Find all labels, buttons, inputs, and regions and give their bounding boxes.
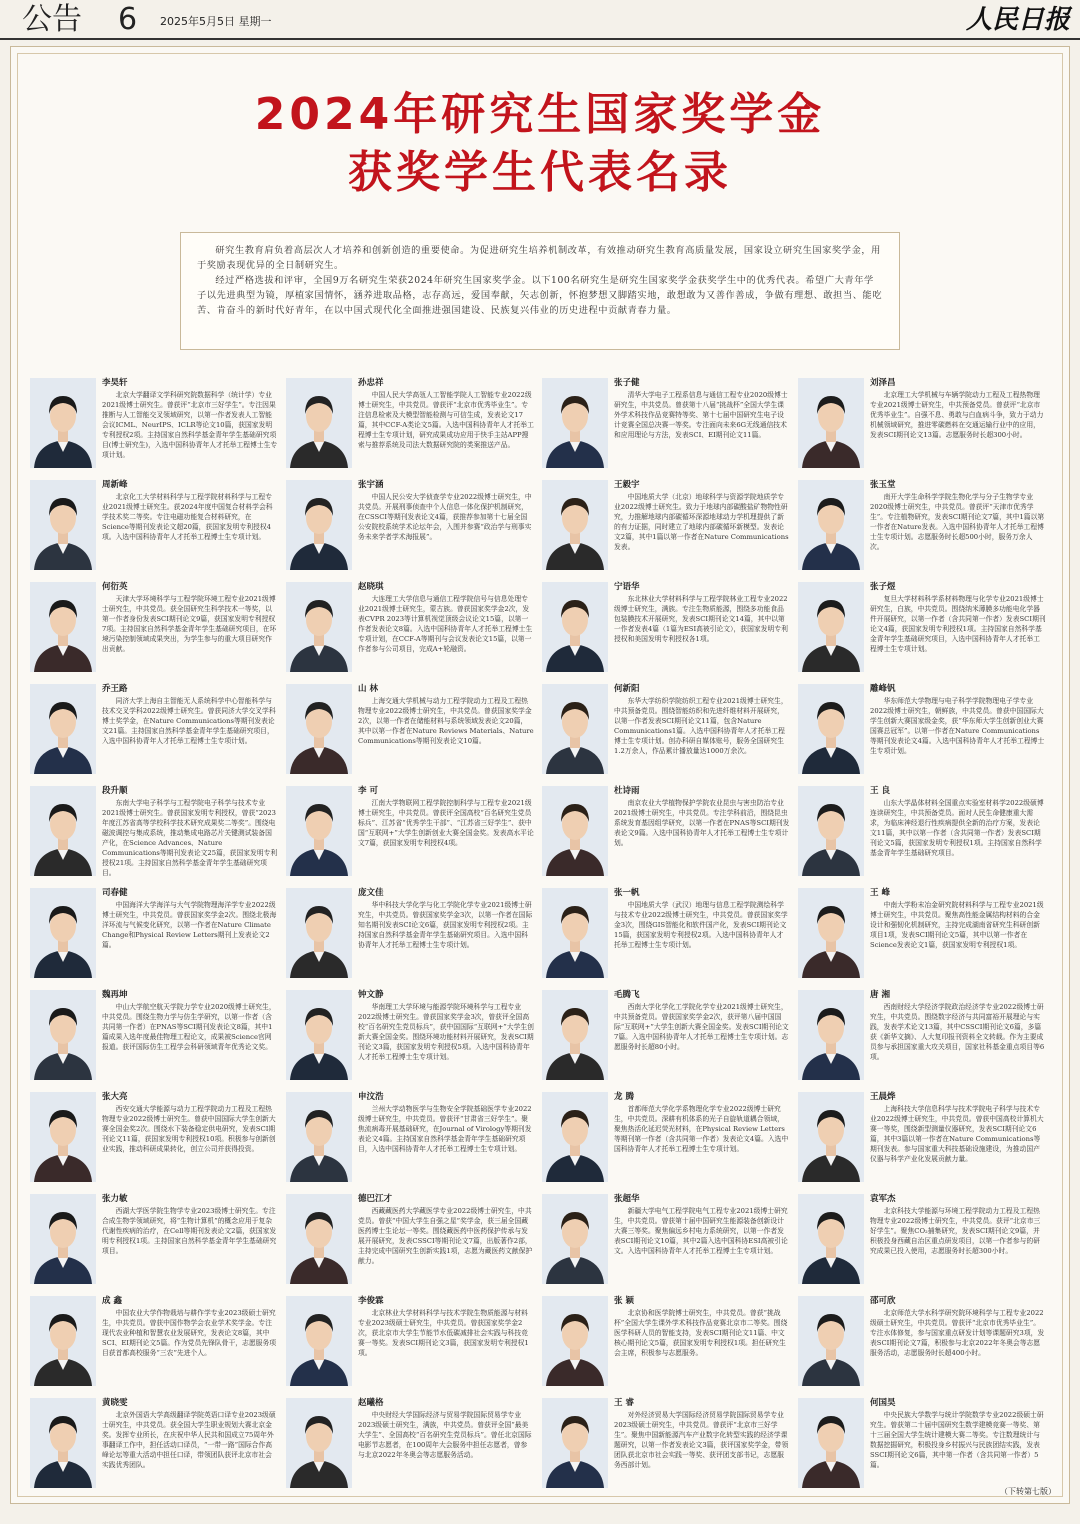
profile-card <box>796 778 1052 880</box>
portrait-photo <box>798 378 864 468</box>
continued-note: （下转第七版） <box>1000 1487 1056 1496</box>
student-bio: 中国地质大学（北京）地球科学与资源学院地质学专业2022级博士研究生。致力于地球内部碳酸盐矿物物性研究，力推解地球内部碳循环深源地球动力学机理提供了新的有力证据，同时建立了地球内部碳循环新模型。发表论文2篇，其中1篇以第一作者在Nature Communications发表。 <box>614 493 789 551</box>
student-bio: 华南理工大学环境与能源学院环境科学与工程专业2022级博士研究生。曾获国家奖学金3次，曾获评全国高校“百名研究生党员标兵”，获中国国际“互联网+”大学生创新大赛全国金奖。围绕环境功能材料开展研究，发表SCI期刊论文3篇，获国家发明专利授权5项。入选中国科协青年人才托举工程博士生专项计划。 <box>358 1003 534 1061</box>
portrait-photo <box>542 888 608 978</box>
student-bio: 中山大学航空航天学院力学专业2020级博士研究生，中共党员。围绕生物力学与仿生学研究，以第一作者（含共同第一作者）在PNAS等SCI期刊发表论文8篇，其中1篇成果入选年度最佳物理工程论文，成果被Science官网报道。获评国际仿生工程学会科研领域青年优秀论文奖。 <box>102 1003 276 1051</box>
intro-paragraph-2: 经过严格选拔和评审，全国9万名研究生荣获2024年研究生国家奖学金。以下100名研究生是研究生国家奖学金获奖学生中的优秀代表。希望广大青年学子以先进典型为镜，厚植家国情怀，涵养进取品格，志存高远，爱国奉献，矢志创新，怀抱梦想又脚踏实地，敢想敢为又善作善成，争做有理想、敢担当、能吃苦、肯奋斗的新时代好青年，在以中国式现代化全面推进强国建设、民族复兴伟业的历史进程中贡献青春力量。 <box>197 275 883 316</box>
student-bio: 对外经济贸易大学国际经济贸易学院国际贸易学专业2023级硕士研究生，中共党员。曾获评“北京市三好学生”。聚焦中国新能源汽车产业数字化转型实践的经济学课题研究，以第一作者发表论文3篇，获评国家奖学金，带领团队获北京市社会实践一等奖、获评团支部书记，志愿服务西部计划。 <box>614 1411 789 1469</box>
profile-grid <box>28 370 1052 1494</box>
profile-card <box>284 574 540 676</box>
profile-card <box>28 676 284 778</box>
profile-card <box>540 370 796 472</box>
portrait-photo <box>798 1092 864 1182</box>
student-name: 张力敏 <box>102 1194 128 1204</box>
portrait-photo <box>542 1194 608 1284</box>
profile-card <box>540 982 796 1084</box>
portrait-photo <box>30 582 96 672</box>
portrait-photo <box>798 786 864 876</box>
student-bio: 东北林业大学材料科学与工程学院林业工程专业2022级博士研究生，满族。专注生物质能源，围绕多功能食品包装膜技术开展研究，发表SCI期刊论文14篇，其中以第一作者发表4篇（1篇为ESI高被引论文），获国家发明专利授权和美国发明专利授权各1项。 <box>614 595 788 643</box>
student-name: 赵晓琪 <box>358 582 384 592</box>
student-bio: 中国人民公安大学侦查学专业2022级博士研究生，中共党员。开展刑事侦查中个人信息一体化保护机制研究，在CSSCI等期刊发表论文4篇，获推荐参加第十七届全国公安院校系统学术论坛年会，入围并参赛“政治学与刑事实务未来学者学术海报展”。 <box>358 493 532 541</box>
profile-card <box>540 472 796 574</box>
student-bio: 东南大学电子科学与工程学院电子科学与技术专业2021级博士研究生。曾获国家发明专利授权，曾获“2023年度江苏省高等学校科学技术研究成果奖二等奖”。围绕电磁波调控与集成系统，推动集成电路芯片关键测试装备国产化，在Science Advances、Nature Communications等期刊发表论文25篇，获国家发明专利授权21项。主持国家自然科学基金青年学生基础研究项目。 <box>102 799 278 877</box>
portrait-photo <box>30 378 96 468</box>
portrait-photo <box>542 684 608 774</box>
profile-card <box>28 880 284 982</box>
profile-card <box>540 1186 796 1288</box>
portrait-photo <box>30 990 96 1080</box>
profile-card <box>796 370 1052 472</box>
student-name: 李昊轩 <box>102 378 128 388</box>
student-bio: 上海交通大学机械与动力工程学院动力工程及工程热物理专业2022级博士研究生，中共党员。曾获国家奖学金2次，以第一作者在储能材料与系统领域发表论文20篇，其中以第一作者在Nature Reviews Materials、Nature Communications等期刊发表论文10篇。 <box>358 697 534 745</box>
student-name: 王 良 <box>870 786 890 796</box>
student-name: 张玉堂 <box>870 480 896 490</box>
student-name: 赵曦格 <box>358 1398 384 1408</box>
student-bio: 东华大学纺织学院纺织工程专业2021级博士研究生，中共预备党员。围绕智能纺织和先进纤维材料开展研究，以第一作者发表SCI期刊论文11篇，包含Nature Communications1篇。入选中国科协青年人才托举工程博士生专项计划。创办科研自媒体账号，服务全国研究生1.2万余人，作品累计播放量达1000万余次。 <box>614 697 788 755</box>
student-bio: 上海科技大学信息科学与技术学院电子科学与技术专业2022级博士研究生，中共党员。曾获中国高校计算机大赛一等奖，围绕新型测量仪器研究，发表SCI期刊论文6篇，其中3篇以第一作者在Nature Communications等期刊发表。参与国家重大科技基础设施建设，为推动国产仪器与科学产业化发展贡献力量。 <box>870 1105 1044 1163</box>
student-bio: 大连理工大学信息与通信工程学院信号与信息处理专业2021级博士研究生，蒙古族。曾获国家奖学金2次，发表CVPR 2023等计算机视觉顶级会议论文15篇，以第一作者发表论文8篇。入选中国科协青年人才托举工程博士生专项计划，在CCF-A等期刊与会议发表论文15篇，以第一作者参与公司项目，完成A+轮融资。 <box>358 595 533 653</box>
student-name: 魏再坤 <box>102 990 128 1000</box>
student-name: 毛腾飞 <box>614 990 640 1000</box>
portrait-photo <box>286 684 352 774</box>
student-name: 龙 腾 <box>614 1092 634 1102</box>
newspaper-logo: 人民日报 <box>965 5 1070 35</box>
portrait-photo <box>542 786 608 876</box>
portrait-photo <box>798 990 864 1080</box>
section-label: 公告 <box>22 2 82 37</box>
student-name: 张一帆 <box>614 888 640 898</box>
profile-card <box>796 982 1052 1084</box>
student-bio: 北京化工大学材料科学与工程学院材料科学与工程专业2021级博士研究生。获2024年度中国复合材料学会科学技术奖二等奖。专注电磁功能复合材料研究，在Science等期刊发表论文超20篇，获国家发明专利授权4项。入选中国科协青年人才托举工程博士生专项计划。 <box>102 493 273 541</box>
student-bio: 华中科技大学化学与化工学院化学专业2021级博士研究生，中共党员。曾获国家奖学金3次，以第一作者在国际知名期刊发表SCI论文6篇，获国家发明专利授权2项。主持国家自然科学基金青年学生基础研究项目。入选中国科协青年人才托举工程博士生专项计划。 <box>358 901 533 949</box>
profile-card <box>284 880 540 982</box>
student-bio: 西藏藏医药大学藏医学专业2022级博士研究生，中共党员。曾获“中国大学生自强之星”奖学金，获三届全国藏医药博士生论坛一等奖。围绕藏医药中医药保护传承与发展开展研究，发表CSSCI等期刊论文7篇，出版著作2部，主持完成中国研究生创新实践1项，志愿为藏医药文献保护献力。 <box>358 1207 533 1265</box>
portrait-photo <box>286 378 352 468</box>
profile-card <box>796 880 1052 982</box>
profile-card <box>796 676 1052 778</box>
student-name: 唐 湘 <box>870 990 890 1000</box>
student-bio: 新疆大学电气工程学院电气工程专业2021级博士研究生，中共党员。曾获第十届中国研究生能源装备创新设计大赛三等奖。聚焦偏远乡村电力系统研究，以第一作者发表SCI期刊论文10篇，其中2篇入选中国科协ESI高被引论文。入选中国科协青年人才托举工程博士生专项计划。 <box>614 1207 788 1255</box>
student-name: 钟文静 <box>358 990 384 1000</box>
student-name: 王 峰 <box>870 888 890 898</box>
student-bio: 江南大学物联网工程学院控制科学与工程专业2021级博士研究生，中共党员。曾获评全国高校“百名研究生党员标兵”、江苏省“优秀学生干部”、“江苏省三好学生”、获中国“互联网+”大学生创新创业大赛全国金奖。发表高水平论文7篇，获国家发明专利授权4项。 <box>358 799 534 847</box>
portrait-photo <box>286 888 352 978</box>
student-name: 司春健 <box>102 888 128 898</box>
portrait-photo <box>30 1296 96 1386</box>
profile-card <box>28 370 284 472</box>
student-bio: 清华大学电子工程系信息与通信工程专业2020级博士研究生，中共党员。曾获第十八届“挑战杯”全国大学生课外学术科技作品竞赛特等奖、第十七届中国研究生电子设计竞赛全国总决赛一等奖。专注面向未来6G无线通信技术和应用理论与方法，发表SCI、EI期刊论文11篇。 <box>614 391 788 439</box>
page-title-line2: 获奖学生代表名录 <box>348 147 732 198</box>
portrait-photo <box>30 480 96 570</box>
portrait-photo <box>286 786 352 876</box>
student-name: 李 可 <box>358 786 378 796</box>
portrait-photo <box>798 684 864 774</box>
profile-card <box>28 982 284 1084</box>
student-name: 德巴江才 <box>358 1194 393 1204</box>
issue-date: 2025年5月5日 星期一 <box>160 15 272 28</box>
portrait-photo <box>798 480 864 570</box>
portrait-photo <box>30 888 96 978</box>
student-bio: 中国地质大学（武汉）地理与信息工程学院测绘科学与技术专业2022级博士研究生，中共党员。曾获国家奖学金3次，围绕GIS智能化和软件国产化，发表SCI期刊论文15篇，获国家发明专利授权2项。入选中国科协青年人才托举工程博士生专项计划。 <box>614 901 788 949</box>
student-bio: 北京协和医学院博士研究生，中共党员。曾获“挑战杯”全国大学生课外学术科技作品竞赛北京市二等奖。围绕医学科研人员的智能支持，发表SCI期刊论文11篇、中文核心期刊论文5篇，获国家发明专利授权1项。担任研究生会主席，积极参与志愿服务。 <box>614 1309 788 1357</box>
student-bio: 北京师范大学水科学研究院环境科学与工程专业2022级硕士研究生，中共党员。曾获评“北京市优秀毕业生”。专注水体修复，参与国家重点研发计划等课题研究3项，发表SCI期刊论文7篇，积极参与北京2022年冬奥会等志愿服务活动，志愿服务时长超400小时。 <box>870 1309 1045 1357</box>
portrait-photo <box>30 1398 96 1488</box>
portrait-photo <box>286 582 352 672</box>
profile-card <box>796 1288 1052 1390</box>
student-bio: 兰州大学动物医学与生物安全学院基础医学专业2022级博士研究生，中共党员。曾获评“甘肃省三好学生”。聚焦流病毒开展基础研究，在Journal of Virology等期刊发表论文4篇。主持国家自然科学基金青年学生基础研究项目，入选中国科协青年人才托举工程博士生专项计划。 <box>358 1105 532 1153</box>
student-name: 王 睿 <box>614 1398 634 1408</box>
portrait-photo <box>542 378 608 468</box>
student-name: 何衍英 <box>102 582 128 592</box>
profile-card <box>540 676 796 778</box>
student-name: 黄晓雯 <box>102 1398 128 1408</box>
student-name: 刘泽昌 <box>870 378 896 388</box>
portrait-photo <box>286 480 352 570</box>
profile-card <box>284 1390 540 1492</box>
student-name: 雕峰钒 <box>870 684 896 694</box>
portrait-photo <box>542 1296 608 1386</box>
student-bio: 西安交通大学能源与动力工程学院动力工程及工程热物理专业2022级博士研究生。曾获中国国际大学生创新大赛全国金奖2次。围绕水下装备稳定供电研究，发表SCI期刊论文11篇，获国家发明专利授权10项。积极参与创新创业实践，推动科研成果转化，创立公司并获得投资。 <box>102 1105 276 1153</box>
profile-card <box>28 1288 284 1390</box>
portrait-photo <box>542 480 608 570</box>
student-name: 宁语华 <box>614 582 640 592</box>
portrait-photo <box>30 786 96 876</box>
student-name: 张超华 <box>614 1194 640 1204</box>
page-number: 6 <box>118 2 138 37</box>
student-name: 乔王路 <box>102 684 128 694</box>
student-bio: 华东师范大学物理与电子科学学院物理电子学专业2022级博士研究生，朝鲜族，中共党员。曾获中国国际大学生创新大赛国家级金奖，获“华东师大学生创新创业大赛国赛总冠军”。以第一作者在Nature Communications等期刊发表论文4篇。入选中国科协青年人才托举工程博士生专项计划。 <box>870 697 1045 755</box>
student-bio: 中南大学粉末冶金研究院材料科学与工程专业2021级博士研究生，中共党员。聚焦高性能金属结构材料的合金设计和强韧化机制研究，主持完成湖南省研究生科研创新项目1项，发表SCI期刊论文5篇，其中以第一作者在Science发表论文1篇，获国家发明专利授权1项。 <box>870 901 1044 949</box>
profile-card <box>284 370 540 472</box>
portrait-photo <box>542 990 608 1080</box>
profile-card <box>28 1390 284 1492</box>
student-bio: 北京林业大学材料科学与技术学院生物质能源与材料专业2023级硕士研究生，中共党员。曾获国家奖学金2次，获北京市大学生节能节水低碳减排社会实践与科技竞赛一等奖。发表SCI期刊论文3篇，获国家发明专利授权1项。 <box>358 1309 529 1357</box>
student-bio: 复旦大学材料科学系材料物理与化学专业2021级博士研究生，白族，中共党员。围绕纳米薄膜多功能电化学器件开展研究，以第一作者（含共同第一作者）发表SCI期刊论文4篇，获国家发明专利授权1项。主持国家自然科学基金青年学生基础研究项目，入选中国科协青年人才托举工程博士生专项计划。 <box>870 595 1046 653</box>
portrait-photo <box>798 1398 864 1488</box>
student-bio: 天津大学环境科学与工程学院环境工程专业2021级博士研究生，中共党员。获全国研究生科学技术一等奖，以第一作者身份发表SCI期刊论文9篇，获国家发明专利授权7项。主持国家自然科学基金青年学生基础研究项目，在环境污染控制领域成果突出，为学生参与的重大项目研究作出贡献。 <box>102 595 277 653</box>
student-name: 庞文佳 <box>358 888 384 898</box>
profile-card <box>540 1390 796 1492</box>
profile-card <box>28 472 284 574</box>
student-name: 张子煜 <box>870 582 896 592</box>
profile-card <box>796 574 1052 676</box>
profile-card <box>284 1186 540 1288</box>
student-name: 山 林 <box>358 684 378 694</box>
student-name: 李俊霖 <box>358 1296 384 1306</box>
student-bio: 中国海洋大学海洋与大气学院物理海洋学专业2022级博士研究生，中共党员。曾获国家奖学金2次。围绕北极海洋环流与气候变化研究，以第一作者在Nature Climate Change和Physical Review Letters期刊上发表论文2篇。 <box>102 901 277 949</box>
student-bio: 中国农业大学作物栽培与耕作学专业2023级硕士研究生，中共党员。曾获中国作物学会农业学术奖学金。专注现代农业种植和智慧农业发展研究，发表论文8篇，其中SCI、EI期刊论文5篇。作为党员先锋队骨干，志愿服务项目获首都高校服务“三农”先进个人。 <box>102 1309 277 1357</box>
student-name: 张子健 <box>614 378 640 388</box>
masthead <box>0 0 1080 40</box>
profile-card <box>284 1084 540 1186</box>
profile-card <box>796 1084 1052 1186</box>
profile-card <box>284 1288 540 1390</box>
profile-card <box>796 1390 1052 1492</box>
student-name: 邵可欣 <box>870 1296 896 1306</box>
student-name: 张大亮 <box>102 1092 128 1102</box>
student-name: 王毅宇 <box>614 480 640 490</box>
student-name: 成 鑫 <box>102 1296 122 1306</box>
portrait-photo <box>798 1296 864 1386</box>
student-name: 杜诗雨 <box>614 786 640 796</box>
student-bio: 南开大学生命科学学院生物化学与分子生物学专业2020级博士研究生，中共党员。曾获评“天津市优秀学生”。专注植物研究，发表SCI期刊论文7篇，其中1篇以第一作者在Nature发表。入选中国科协青年人才托举工程博士生专项计划。志愿服务时长超500小时，服务万余人次。 <box>870 493 1045 551</box>
profile-card <box>28 1084 284 1186</box>
student-name: 张 颖 <box>614 1296 634 1306</box>
profile-card <box>540 1288 796 1390</box>
student-name: 何国昊 <box>870 1398 896 1408</box>
intro-box <box>180 232 900 350</box>
profile-card <box>540 880 796 982</box>
portrait-photo <box>30 684 96 774</box>
profile-card <box>284 778 540 880</box>
student-bio: 首都师范大学化学系物理化学专业2022级博士研究生，中共党员。深耕有机体系的光子自旋轨道耦合领域，聚焦热活化延迟荧光材料，在Physical Review Letters等期刊第一作者（含共同第一作者）发表论文4篇。入选中国科协青年人才托举工程博士生专项计划。 <box>614 1105 789 1153</box>
student-bio: 同济大学上海自主智能无人系统科学中心智能科学与技术交叉学科2022级博士研究生。曾获同济大学交叉学科博士奖学金，在Nature Communications等期刊发表论文21篇。主持国家自然科学基金青年学生基础研究项目，入选中国科协青年人才托举工程博士生专项计划。 <box>102 697 276 745</box>
portrait-photo <box>798 582 864 672</box>
student-bio: 西南财经大学经济学院政治经济学专业2022级博士研究生，中共党员。围绕数字经济与共同富裕开展理论与实践，发表学术论文13篇，其中CSSCI期刊论文6篇，多篇获《新华文摘》、人大复印报刊资料全文转载。作为主要成员参与承担国家重大攻关项目，国家社科基金重点项目等6项。 <box>870 1003 1045 1061</box>
profile-card <box>796 1186 1052 1288</box>
profile-card <box>540 574 796 676</box>
profile-card <box>28 574 284 676</box>
page-title-line1: 2024年研究生国家奖学金 <box>254 89 826 140</box>
portrait-photo <box>542 1092 608 1182</box>
student-bio: 南京农业大学植物保护学院农业昆虫与害虫防治专业2021级博士研究生，中共党员。专注学科前沿，围绕昆虫系统发育基因组学研究，以第一作者在PNAS等SCI期刊发表论文9篇。入选中国科协青年人才托举工程博士生专项计划。 <box>614 799 790 847</box>
student-bio: 山东大学晶体材料全国重点实验室材料学2022级硕博连读研究生，中共预备党员。面对人民生命健康重大需求，为临床神经退行性疾病提供全新的治疗方案，发表论文11篇，其中以第一作者（含共同第一作者）发表SCI期刊论文5篇，获国家发明专利授权1项。主持国家自然科学基金青年学生基础研究项目。 <box>870 799 1044 857</box>
student-name: 王晨烨 <box>870 1092 896 1102</box>
student-bio: 西湖大学医学院生物学专业2023级博士研究生。专注合成生物学领域研究，将“生物计算机”的概念应用于复杂代谢性疾病的治疗，在Cell等期刊发表论文2篇，获国家发明专利授权1项。主持国家自然科学基金青年学生基础研究项目。 <box>102 1207 277 1255</box>
profile-card <box>28 1186 284 1288</box>
portrait-photo <box>286 990 352 1080</box>
profile-card <box>28 778 284 880</box>
student-name: 张宇涵 <box>358 480 384 490</box>
student-name: 孙忠祥 <box>358 378 384 388</box>
portrait-photo <box>30 1092 96 1182</box>
portrait-photo <box>286 1398 352 1488</box>
profile-card <box>284 982 540 1084</box>
student-name: 周新峰 <box>102 480 128 490</box>
profile-card <box>284 676 540 778</box>
portrait-photo <box>286 1092 352 1182</box>
profile-card <box>540 1084 796 1186</box>
student-bio: 北京科技大学能源与环境工程学院动力工程及工程热物理专业2022级博士研究生，中共党员。获评“北京市三好学生”。聚焦CO₂捕集研究，发表SCI期刊论文9篇，并积极投身西藏自治区重点研发项目，以第一作者参与的研究成果已投入使用，志愿服务时长超300小时。 <box>870 1207 1041 1255</box>
student-bio: 北京大学翻译文学科研究院数据科学（统计学）专业2021级博士研究生。曾获评“北京市三好学生”。专注因果推断与人工智能交叉领域研究，以第一作者发表人工智能会议ICML、NeurIPS、ICLR等论文10篇，获国家发明专利授权2项。主持国家自然科学基金青年学生基础研究项目(博士研究生)，入选中国科协青年人才托举工程博士生专项计划。 <box>102 391 278 459</box>
student-name: 何新阳 <box>614 684 640 694</box>
profile-card <box>284 472 540 574</box>
student-bio: 北京外国语大学高级翻译学院英语口译专业2023级硕士研究生，中共党员。获全国大学生职业规划大赛北京金奖。发挥专业所长，在庆祝中华人民共和国成立75周年外事翻译工作中，担任活动口译员，“一带一路”国际合作高峰论坛等重大活动中担任口译，带领团队获评北京市社会实践优秀团队。 <box>102 1411 276 1469</box>
portrait-photo <box>798 1194 864 1284</box>
student-bio: 中央财经大学国际经济与贸易学院国际贸易学专业2023级硕士研究生，满族，中共党员。曾获评全国“最美大学生”、全国高校“百名研究生党员标兵”。曾任北京国际电影节志愿者，在100周年大会服务中担任志愿者，曾参与北京2022年冬奥会等志愿服务活动。 <box>358 1411 532 1459</box>
portrait-photo <box>286 1296 352 1386</box>
student-name: 申汶浩 <box>358 1092 384 1102</box>
portrait-photo <box>542 582 608 672</box>
profile-card <box>796 472 1052 574</box>
student-bio: 北京理工大学机械与车辆学院动力工程及工程热物理专业2021级博士研究生，中共预备党员。曾获评“北京市优秀毕业生”。自强不息、勇敢与白血病斗争，致力于动力机械领域研究，推进零碳燃料在交通运输行业中的应用，发表SCI期刊论文13篇。志愿服务时长超300小时。 <box>870 391 1044 439</box>
portrait-photo <box>286 1194 352 1284</box>
student-bio: 中央民族大学数学与统计学院数学专业2022级硕士研究生。曾获第二十届中国研究生数学建模竞赛一等奖、第十三届全国大学生统计建模大赛二等奖。专注数理统计与数据挖掘研究，积极投身乡村振兴与民族团结实践，发表SSCI期刊论文6篇，其中第一作者（含共同第一作者）5篇。 <box>870 1411 1044 1469</box>
student-name: 段升顺 <box>102 786 128 796</box>
student-name: 袁军杰 <box>870 1194 896 1204</box>
intro-paragraph-1: 研究生教育肩负着高层次人才培养和创新创造的重要使命。为促进研究生培养机制改革，有效推动研究生教育高质量发展，国家设立研究生国家奖学金，用于奖励表现优异的全日制研究生。 <box>197 245 881 271</box>
profile-card <box>540 778 796 880</box>
portrait-photo <box>798 888 864 978</box>
student-bio: 中国人民大学高瓴人工智能学院人工智能专业2022级博士研究生，中共党员。曾获评“北京市优秀毕业生”。专注信息检索及大模型智能检测与可信生成，发表论文17篇，其中CCF-A类论文5篇。入选中国科协青年人才托举工程博士生专项计划，研究成果成功应用于快手主站APP搜索与推荐系统及司法大数据研究院的类案推送产品。 <box>358 391 534 449</box>
student-bio: 西南大学化学化工学院化学专业2021级博士研究生，中共预备党员。曾获国家奖学金2次，获评第八届中国国际“互联网+”大学生创新大赛全国金奖。发表SCI期刊论文7篇。入选中国科协青年人才托举工程博士生专项计划。志愿服务时长超80小时。 <box>614 1003 789 1051</box>
portrait-photo <box>30 1194 96 1284</box>
portrait-photo <box>542 1398 608 1488</box>
